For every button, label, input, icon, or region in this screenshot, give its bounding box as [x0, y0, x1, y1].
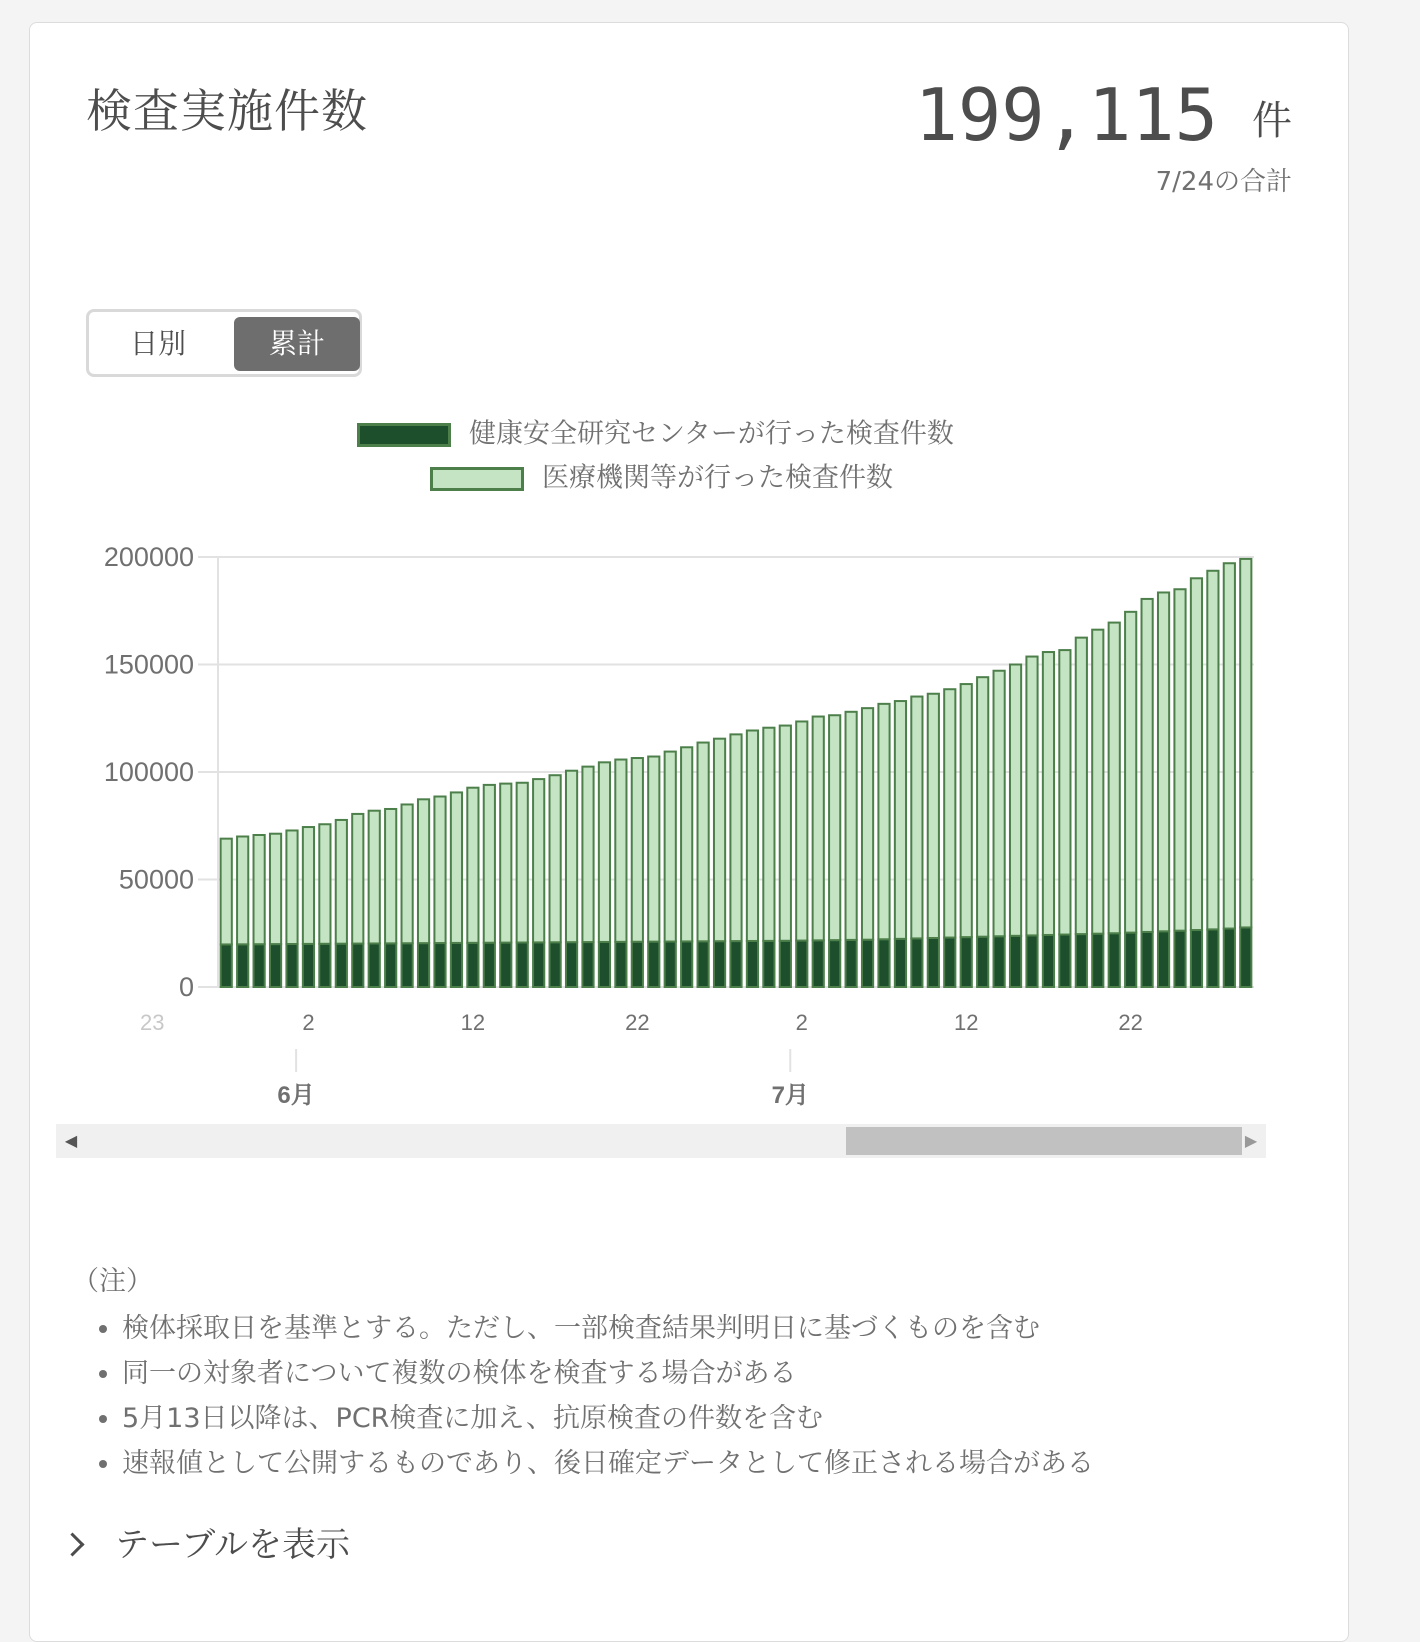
bar-center: [730, 941, 741, 987]
y-tick-label: 150000: [103, 649, 194, 680]
bar-medical: [632, 758, 643, 942]
y-tick-label: 200000: [103, 542, 194, 572]
bar-center: [632, 942, 643, 987]
bar-medical: [747, 731, 758, 941]
x-tick-label: 2: [302, 1010, 315, 1035]
bar-medical: [566, 771, 577, 942]
show-table-toggle[interactable]: [60, 1520, 350, 1570]
bar-medical: [303, 827, 314, 944]
bar-medical: [928, 694, 939, 938]
daily-toggle-button[interactable]: 日別: [129, 327, 186, 360]
bar-center: [402, 943, 413, 987]
bar-medical: [1109, 623, 1120, 934]
bar-medical: [829, 715, 840, 940]
bar-medical: [550, 775, 561, 942]
notes-list: [72, 1306, 1272, 1486]
card-title: 検査実施件数: [86, 84, 368, 138]
bar-center: [484, 943, 495, 987]
bar-center: [648, 942, 659, 987]
bar-center: [1125, 933, 1136, 987]
bar-medical: [1059, 650, 1070, 934]
bar-medical: [1207, 571, 1218, 930]
bar-center: [1059, 935, 1070, 987]
bar-center: [352, 944, 363, 987]
bar-center: [796, 941, 807, 987]
bar-medical: [813, 717, 824, 941]
bar-medical: [237, 837, 248, 945]
bar-center: [385, 943, 396, 987]
note-item: • 検体採取日を基準とする。ただし、一部検査結果判明日に基づくものを含む: [122, 1306, 1272, 1351]
notes-heading: （注）: [72, 1266, 153, 1297]
bar-medical: [681, 747, 692, 941]
bar-center: [977, 937, 988, 987]
bar-center: [780, 941, 791, 987]
bar-medical: [319, 824, 330, 944]
note-item: • 速報値として公開するものであり、後日確定データとして修正される場合がある: [122, 1441, 1272, 1486]
y-tick-label: 50000: [118, 864, 194, 895]
bar-center: [698, 941, 709, 987]
bar-medical: [286, 830, 297, 944]
y-tick-label: 100000: [103, 757, 194, 787]
bar-medical: [1076, 638, 1087, 934]
x-tick-label: 12: [953, 1010, 979, 1035]
month-label: 7月: [771, 1082, 809, 1109]
y-tick-label: 0: [178, 972, 194, 1002]
bar-medical: [352, 814, 363, 944]
bar-medical: [763, 728, 774, 941]
bar-medical: [1240, 559, 1251, 928]
bar-center: [451, 943, 462, 987]
bar-center: [237, 944, 248, 987]
bar-center: [665, 942, 676, 987]
bar-center: [286, 944, 297, 987]
bar-center: [254, 944, 265, 987]
x-tick-label: 23: [139, 1010, 165, 1035]
bar-center: [862, 940, 873, 987]
total-date: 7/24の合計: [1155, 167, 1292, 197]
bar-medical: [517, 783, 528, 943]
bar-medical: [878, 704, 889, 939]
bar-center: [221, 944, 232, 987]
bar-center: [369, 943, 380, 987]
bar-center: [1191, 930, 1202, 987]
x-tick-label: 22: [625, 1010, 650, 1035]
bar-medical: [698, 743, 709, 942]
bar-center: [467, 943, 478, 987]
bar-medical: [369, 811, 380, 944]
bar-medical: [254, 835, 265, 944]
notes: [72, 1262, 1272, 1486]
bar-center: [319, 944, 330, 987]
bar-center: [1158, 931, 1169, 987]
bar-medical: [451, 792, 462, 943]
bar-center: [1043, 935, 1054, 987]
bar-center: [994, 936, 1005, 987]
bar-medical: [418, 799, 429, 943]
bar-center: [1142, 932, 1153, 987]
note-item: • 同一の対象者について複数の検体を検査する場合がある: [122, 1351, 1272, 1396]
legend-label-center: 健康安全研究センターが行った検査件数: [469, 418, 954, 450]
bar-medical: [944, 689, 955, 937]
bar-center: [550, 942, 561, 987]
bar-medical: [895, 701, 906, 939]
bar-medical: [221, 839, 232, 945]
cumulative-toggle-button[interactable]: 累計: [234, 317, 360, 371]
bar-center: [599, 942, 610, 987]
bar-center: [566, 942, 577, 987]
bar-medical: [648, 757, 659, 942]
bar-center: [813, 940, 824, 987]
bar-medical: [599, 762, 610, 942]
bar-center: [1092, 934, 1103, 987]
bar-medical: [796, 721, 807, 940]
x-tick-label: 2: [795, 1010, 808, 1035]
bar-medical: [1224, 563, 1235, 928]
x-tick-label: 12: [460, 1010, 486, 1035]
bar-center: [533, 942, 544, 987]
bar-center: [961, 937, 972, 987]
bar-medical: [1142, 599, 1153, 932]
bar-center: [582, 942, 593, 987]
total-unit: 件: [1252, 98, 1292, 144]
bar-medical: [467, 788, 478, 943]
bar-center: [1174, 931, 1185, 987]
bar-center: [418, 943, 429, 987]
bar-center: [911, 938, 922, 987]
bar-medical: [402, 804, 413, 943]
scroll-right-arrow-icon[interactable]: ▶: [1244, 1131, 1258, 1150]
bar-center: [1109, 933, 1120, 987]
bar-medical: [1026, 657, 1037, 936]
bar-medical: [911, 697, 922, 939]
bar-medical: [434, 797, 445, 944]
scroll-left-arrow-icon[interactable]: ◀: [64, 1131, 78, 1150]
bar-center: [517, 942, 528, 987]
bar-center: [303, 944, 314, 987]
bar-center: [615, 942, 626, 987]
bar-center: [434, 943, 445, 987]
bar-medical: [714, 739, 725, 942]
bar-center: [878, 939, 889, 987]
chevron-right-icon: [60, 1532, 84, 1556]
bar-medical: [484, 785, 495, 943]
bar-medical: [270, 834, 281, 944]
bar-medical: [1043, 652, 1054, 935]
bar-medical: [1191, 578, 1202, 930]
bar-medical: [385, 809, 396, 943]
total-value: 199,115: [914, 73, 1218, 157]
bar-medical: [1158, 592, 1169, 931]
note-item: • 5月13日以降は、PCR検査に加え、抗原検査の件数を含む: [122, 1396, 1272, 1441]
bar-medical: [500, 784, 511, 943]
bar-medical: [336, 820, 347, 944]
bar-center: [1240, 927, 1251, 987]
bar-medical: [1174, 589, 1185, 930]
chart-scrollbar[interactable]: [56, 1124, 1266, 1158]
bar-medical: [846, 712, 857, 940]
scrollbar-thumb[interactable]: [846, 1127, 1242, 1155]
bar-center: [895, 939, 906, 987]
bar-center: [944, 938, 955, 987]
legend-label-medical: 医療機関等が行った検査件数: [542, 462, 893, 494]
bar-medical: [1125, 612, 1136, 933]
bar-center: [1026, 935, 1037, 987]
bar-center: [1224, 929, 1235, 987]
bar-center: [1207, 929, 1218, 987]
bar-center: [829, 940, 840, 987]
bar-medical: [533, 779, 544, 942]
bar-center: [928, 938, 939, 987]
bar-medical: [1092, 630, 1103, 934]
bar-medical: [1010, 665, 1021, 936]
bar-center: [500, 943, 511, 987]
bar-center: [1076, 934, 1087, 987]
bar-medical: [582, 767, 593, 942]
bar-center: [270, 944, 281, 987]
bar-medical: [730, 734, 741, 941]
x-tick-label: 22: [1118, 1010, 1143, 1035]
bar-center: [1010, 936, 1021, 987]
show-table-label: テーブルを表示: [115, 1525, 350, 1565]
bar-medical: [615, 760, 626, 942]
bar-center: [681, 941, 692, 987]
bar-medical: [961, 684, 972, 937]
bar-medical: [780, 726, 791, 941]
bar-center: [336, 944, 347, 987]
bar-center: [747, 941, 758, 987]
bar-medical: [977, 677, 988, 937]
bar-center: [846, 940, 857, 987]
bar-medical: [665, 752, 676, 942]
bar-medical: [994, 671, 1005, 937]
bar-medical: [862, 708, 873, 940]
bar-center: [714, 941, 725, 987]
bar-center: [763, 941, 774, 987]
month-label: 6月: [277, 1082, 315, 1109]
